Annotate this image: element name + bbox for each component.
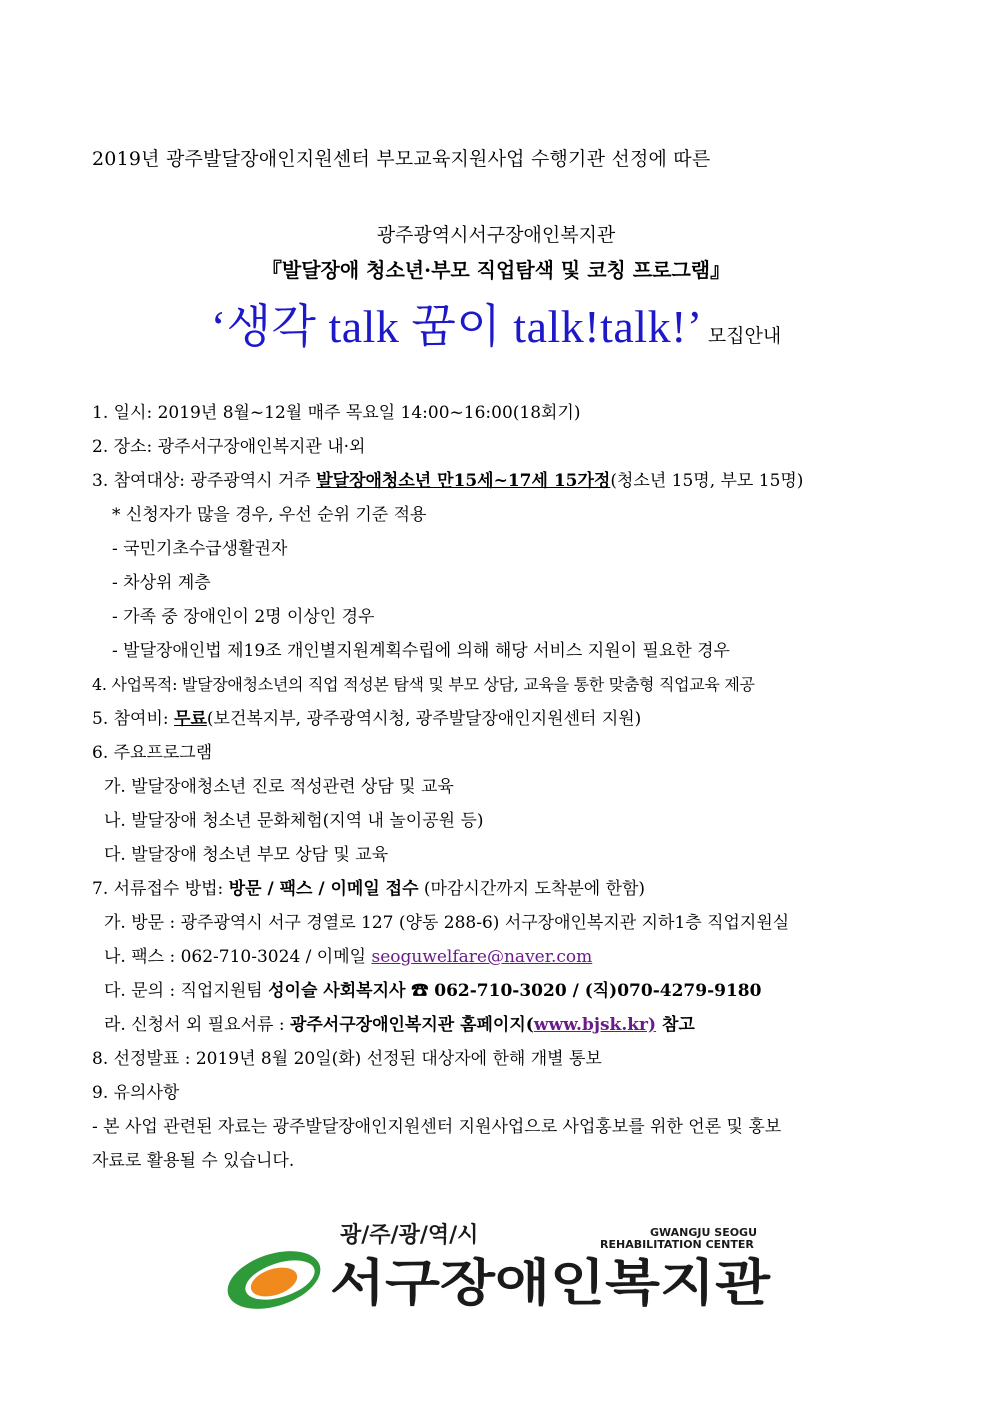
note-priority: * 신청자가 많을 경우, 우선 순위 기준 적용	[112, 505, 427, 525]
item-submission-methods: 방문 / 팩스 / 이메일 접수	[228, 879, 419, 899]
item-target-highlight: 발달장애청소년 만15세~17세 15가정	[316, 471, 611, 491]
program-name: 『발달장애 청소년·부모 직업탐색 및 코칭 프로그램』	[261, 258, 731, 282]
item-submission	[92, 877, 645, 901]
homepage-link[interactable]: www.bjsk.kr)	[533, 1015, 657, 1035]
item-target-label: 3. 참여대상: 광주광역시 거주	[92, 471, 317, 491]
submission-documents	[104, 1013, 695, 1037]
item-notes: 9. 유의사항	[92, 1083, 180, 1103]
item-location: 2. 장소: 광주서구장애인복지관 내·외	[92, 437, 366, 457]
item-schedule: 1. 일시: 2019년 8월~12월 매주 목요일 14:00~16:00(18회기)	[92, 403, 581, 423]
item-fee-label: 5. 참여비:	[92, 709, 175, 729]
program-b: 나. 발달장애 청소년 문화체험(지역 내 놀이공원 등)	[104, 811, 484, 831]
main-title: ‘생각 talk 꿈이 talk!talk!’	[210, 301, 703, 352]
submission-inquiry	[104, 979, 761, 1003]
notes-line-1: - 본 사업 관련된 자료는 광주발달장애인지원센터 지원사업으로 사업홍보를 위한 언론 및 홍보	[92, 1117, 782, 1137]
intro-line: 2019년 광주발달장애인지원센터 부모교육지원사업 수행기관 선정에 따른	[92, 148, 711, 170]
item-fee	[92, 707, 641, 731]
notes-line-2: 자료로 활용될 수 있습니다.	[92, 1151, 295, 1171]
item-announcement: 8. 선정발표 : 2019년 8월 20일(화) 선정된 대상자에 한해 개별 통보	[92, 1049, 602, 1069]
email-link[interactable]: seoguwelfare@naver.com	[371, 947, 593, 967]
submission-inquiry-contact: 성이슬 사회복지사 ☎ 062-710-3020 / (직)070-4279-9180	[268, 981, 762, 1001]
submission-fax	[104, 945, 592, 969]
item-target-detail: (청소년 15명, 부모 15명)	[610, 471, 804, 491]
program-a: 가. 발달장애청소년 진로 적성관련 상담 및 교육	[104, 777, 454, 797]
logo-top-text: 광/주/광/역/시	[340, 1223, 479, 1248]
note-criteria-2: - 차상위 계층	[112, 573, 211, 593]
program-c: 다. 발달장애 청소년 부모 상담 및 교육	[104, 845, 389, 865]
item-purpose: 4. 사업목적: 발달장애청소년의 직업 적성본 탐색 및 부모 상담, 교육을 통한 맞춤형 직업교육 제공	[92, 675, 755, 694]
center-logo	[222, 1218, 782, 1318]
title-block	[0, 290, 992, 356]
logo-main-text: 서구장애인복지관	[330, 1254, 771, 1312]
logo-en-line1: GWANGJU SEOGU	[650, 1226, 758, 1239]
submission-visit: 가. 방문 : 광주광역시 서구 경열로 127 (양동 288-6) 서구장애인복지관 지하1층 직업지원실	[104, 913, 790, 933]
item-fee-detail: (보건복지부, 광주광역시청, 광주발달장애인지원센터 지원)	[206, 709, 642, 729]
submission-fax-text: 나. 팩스 : 062-710-3024 / 이메일	[104, 947, 372, 967]
organization-name: 광주광역시서구장애인복지관	[376, 224, 616, 246]
note-criteria-1: - 국민기초수급생활권자	[112, 539, 288, 559]
submission-documents-label: 라. 신청서 외 필요서류 :	[104, 1015, 290, 1035]
logo-graphic	[222, 1218, 782, 1318]
item-fee-free: 무료	[174, 709, 207, 729]
submission-inquiry-label: 다. 문의 : 직업지원팀	[104, 981, 269, 1001]
logo-en-line2: REHABILITATION CENTER	[600, 1238, 754, 1251]
item-target	[92, 469, 803, 493]
note-criteria-3: - 가족 중 장애인이 2명 이상인 경우	[112, 607, 375, 627]
submission-documents-ref: 참고	[656, 1015, 695, 1035]
item-submission-label: 7. 서류접수 방법:	[92, 879, 229, 899]
submission-documents-homepage: 광주서구장애인복지관 홈페이지(	[289, 1015, 534, 1035]
note-criteria-4: - 발달장애인법 제19조 개인별지원계획수립에 의해 해당 서비스 지원이 필요한 경우	[112, 641, 730, 661]
logo-emblem-icon	[222, 1240, 328, 1318]
title-suffix: 모집안내	[707, 326, 782, 347]
item-submission-note: (마감시간까지 도착분에 한함)	[418, 879, 646, 899]
item-programs: 6. 주요프로그램	[92, 743, 213, 763]
